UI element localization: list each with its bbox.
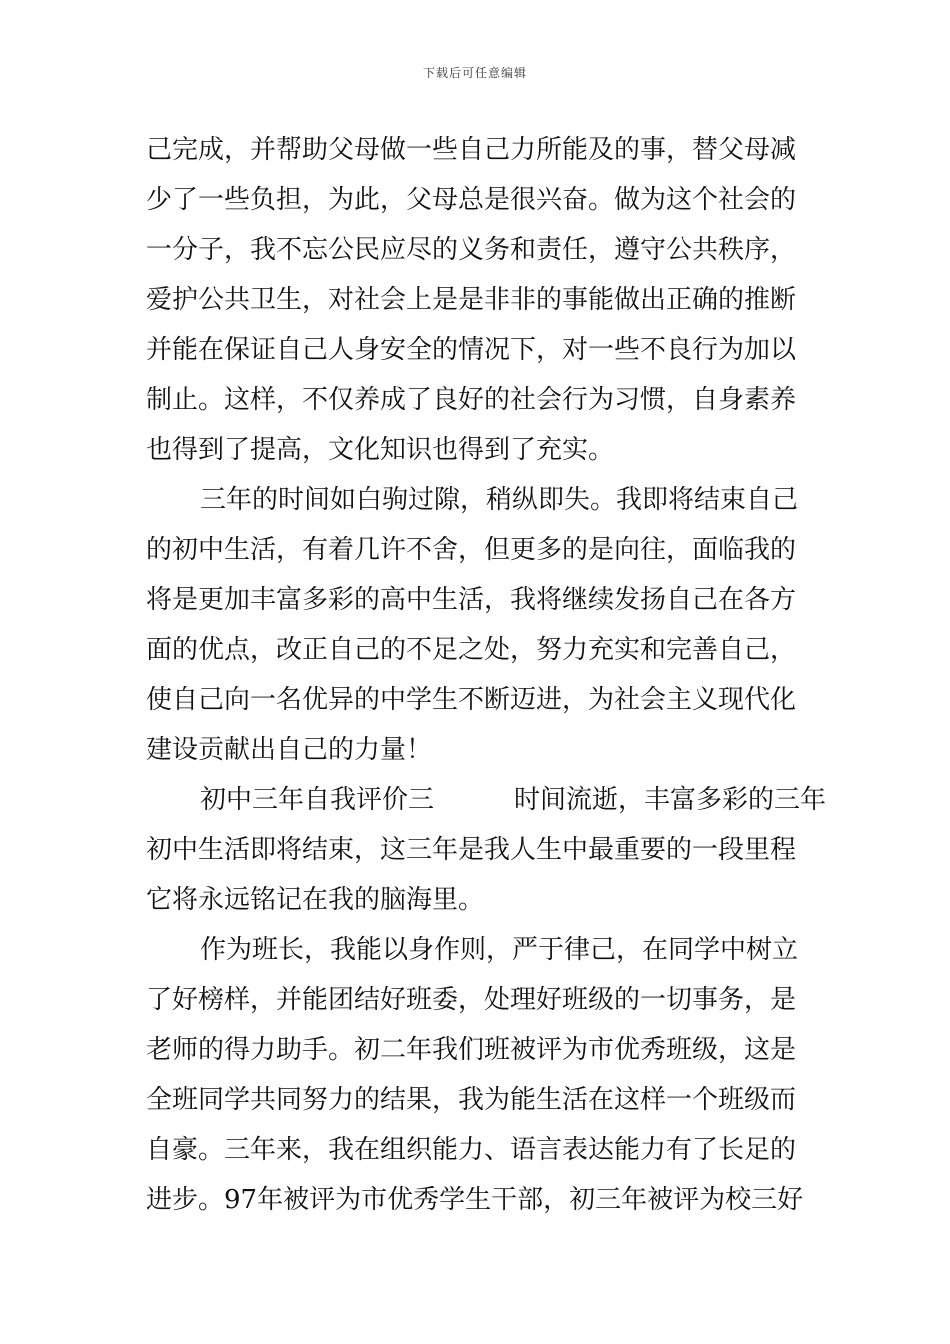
text-line: 使自己向一名优异的中学生不断迈进，为社会主义现代化	[146, 685, 797, 715]
text-line: 自豪。三年来，我在组织能力、语言表达能力有了长足的	[146, 1135, 797, 1165]
section-heading: 初中三年自我评价三	[200, 785, 435, 815]
text-line: 建设贡献出自己的力量！	[146, 735, 433, 765]
text-line: 将是更加丰富多彩的高中生活，我将继续发扬自己在各方	[146, 585, 797, 615]
text-line: 也得到了提高，文化知识也得到了充实。	[146, 435, 615, 465]
text-line: 一分子，我不忘公民应尽的义务和责任，遵守公共秩序，	[146, 235, 797, 265]
text-line: 进步。97年被评为市优秀学生干部，初三年被评为校三好	[146, 1185, 804, 1215]
text-line: 的初中生活，有着几许不舍，但更多的是向往，面临我的	[146, 535, 797, 565]
text-line: 初中生活即将结束，这三年是我人生中最重要的一段里程	[146, 835, 797, 865]
text-line: 全班同学共同努力的结果，我为能生活在这样一个班级而	[146, 1085, 797, 1115]
text-line: 面的优点，改正自己的不足之处，努力充实和完善自己，	[146, 635, 797, 665]
text-line: 老师的得力助手。初二年我们班被评为市优秀班级，这是	[146, 1035, 797, 1065]
section-heading-line	[200, 775, 826, 825]
text-line: 己完成，并帮助父母做一些自己力所能及的事，替父母减	[146, 135, 797, 165]
text-line-rest: 时间流逝，丰富多彩的三年	[514, 785, 827, 815]
text-line: 少了一些负担，为此，父母总是很兴奋。做为这个社会的	[146, 185, 797, 215]
text-line: 它将永远铭记在我的脑海里。	[146, 885, 485, 915]
text-line: 制止。这样，不仅养成了良好的社会行为习惯，自身素养	[146, 385, 797, 415]
text-line: 了好榜样，并能团结好班委，处理好班级的一切事务，是	[146, 985, 797, 1015]
text-line: 三年的时间如白驹过隙，稍纵即失。我即将结束自己	[200, 485, 799, 515]
text-line: 爱护公共卫生，对社会上是是非非的事能做出正确的推断	[146, 285, 797, 315]
text-line: 并能在保证自己人身安全的情况下，对一些不良行为加以	[146, 335, 797, 365]
text-line: 作为班长，我能以身作则，严于律己，在同学中树立	[200, 935, 799, 965]
page-header-note: 下载后可任意编辑	[422, 66, 527, 80]
